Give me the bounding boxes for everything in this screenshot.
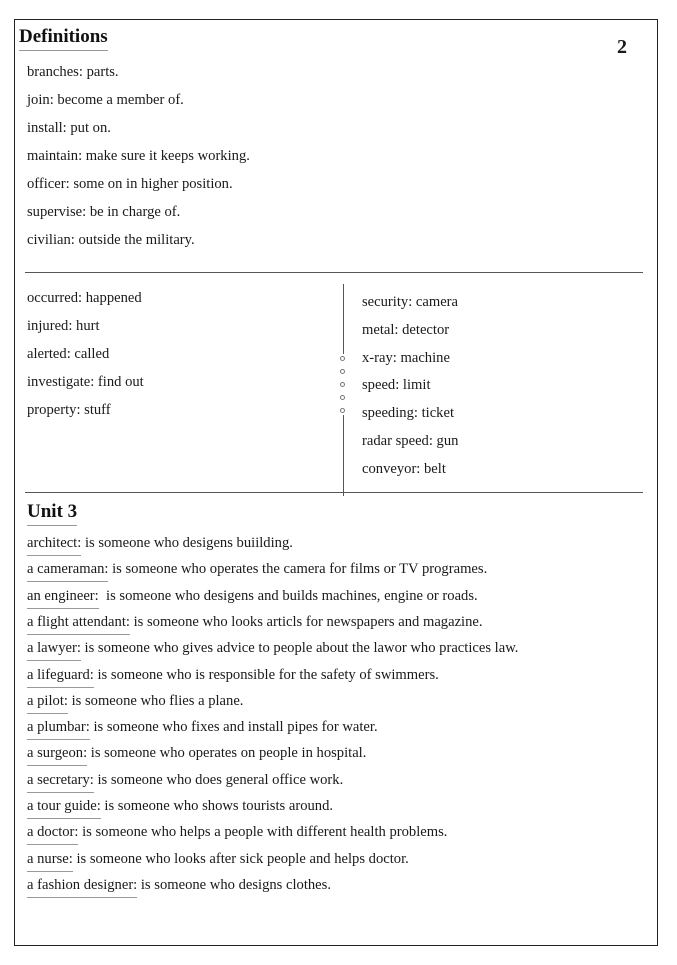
unit3-item	[27, 535, 293, 552]
heading-underline	[27, 525, 77, 526]
divider-ornament-icon	[340, 395, 345, 400]
vocab-right-item: x-ray: machine	[362, 350, 450, 366]
vocab-right-item: speeding: ticket	[362, 405, 454, 421]
definition-item: civilian: outside the military.	[27, 232, 195, 248]
divider-ornament-icon	[340, 382, 345, 387]
definition-item: supervise: be in charge of.	[27, 204, 181, 220]
divider-ornament-icon	[340, 356, 345, 361]
unit3-term: a doctor:	[27, 824, 79, 841]
definition-item: maintain: make sure it keeps working.	[27, 148, 250, 164]
divider-line	[343, 415, 344, 496]
vocab-left-item: alerted: called	[27, 346, 110, 362]
unit3-item	[27, 745, 366, 762]
unit3-definition: is someone who shows tourists around.	[100, 798, 334, 814]
unit3-definition: is someone who operates the camera for films or TV programes.	[108, 561, 488, 578]
unit3-item	[27, 798, 333, 815]
unit3-item	[27, 693, 243, 710]
unit3-definition: is someone who desigens and builds machines, engine or roads.	[98, 587, 478, 604]
definition-item: branches: parts.	[27, 64, 119, 80]
unit3-item	[27, 640, 518, 657]
unit3-term: a cameraman:	[27, 561, 109, 578]
divider-ornament-icon	[340, 369, 345, 374]
vocab-right-item: metal: detector	[362, 322, 450, 338]
unit3-definition: is someone who helps a people with different health problems.	[78, 824, 448, 841]
unit3-item	[27, 772, 343, 789]
unit3-term: a flight attendant:	[27, 613, 130, 630]
divider-ornament-icon	[340, 408, 345, 413]
unit3-definition: is someone who does general office work.	[93, 771, 344, 788]
unit3-definition: is someone who is responsible for the safety of swimmers.	[93, 666, 439, 683]
unit3-definition: is someone who looks after sick people and helps doctor.	[72, 850, 409, 867]
column-divider	[342, 284, 345, 496]
definition-item: install: put on.	[27, 120, 111, 136]
definition-item: officer: some on in higher position.	[27, 176, 233, 192]
vocab-left-item: injured: hurt	[27, 318, 100, 334]
vocab-right-item: radar speed: gun	[362, 433, 459, 449]
definitions-heading	[19, 26, 108, 51]
unit3-item	[27, 588, 478, 605]
section-divider	[25, 492, 643, 493]
unit3-item	[27, 877, 331, 894]
unit3-term: a tour guide:	[27, 798, 101, 814]
unit3-term: a nurse:	[27, 850, 73, 867]
worksheet-page	[14, 19, 658, 946]
page-number: 2	[617, 36, 627, 58]
unit3-item	[27, 824, 447, 841]
section-divider	[25, 272, 643, 273]
unit3-definition: is someone who flies a plane.	[67, 692, 244, 709]
unit3-item	[27, 614, 483, 631]
unit3-definition: is someone who looks articls for newspapers and magazine.	[129, 613, 483, 630]
vocab-right-item: speed: limit	[362, 377, 431, 393]
unit3-term: a pilot:	[27, 692, 68, 709]
unit3-definition: is someone who operates on people in hospital.	[87, 745, 367, 762]
unit3-definition: is someone who fixes and install pipes for water.	[89, 719, 378, 736]
unit3-definition: is someone who gives advice to people about the lawor who practices law.	[80, 640, 519, 657]
definition-item: join: become a member of.	[27, 92, 184, 108]
unit3-term: a plumbar:	[27, 719, 90, 736]
unit3-item	[27, 667, 439, 684]
unit3-item	[27, 561, 487, 578]
unit3-heading	[27, 501, 77, 526]
unit3-definition: is someone who designs clothes.	[137, 876, 331, 893]
unit3-term: a lifeguard:	[27, 666, 94, 683]
unit3-term: a fashion designer:	[27, 876, 138, 893]
vocab-left-item: property: stuff	[27, 402, 111, 418]
unit3-term: a lawyer:	[27, 640, 81, 657]
vocab-left-item: investigate: find out	[27, 374, 144, 390]
unit3-term: a secretary:	[27, 771, 94, 788]
unit3-item	[27, 851, 409, 868]
divider-line	[343, 284, 344, 354]
vocab-right-item: security: camera	[362, 294, 459, 310]
unit3-definition: is someone who desigens buiilding.	[81, 535, 293, 551]
unit3-term: an engineer:	[27, 587, 99, 604]
vocab-right-item: conveyor: belt	[362, 461, 446, 477]
definitions-title: Definitions	[19, 26, 108, 47]
unit3-title: Unit 3	[27, 501, 78, 522]
vocab-left-item: occurred: happened	[27, 290, 142, 306]
unit3-term: architect:	[27, 535, 82, 551]
unit3-term: a surgeon:	[27, 745, 88, 762]
unit3-item	[27, 719, 378, 736]
heading-underline	[19, 50, 108, 51]
